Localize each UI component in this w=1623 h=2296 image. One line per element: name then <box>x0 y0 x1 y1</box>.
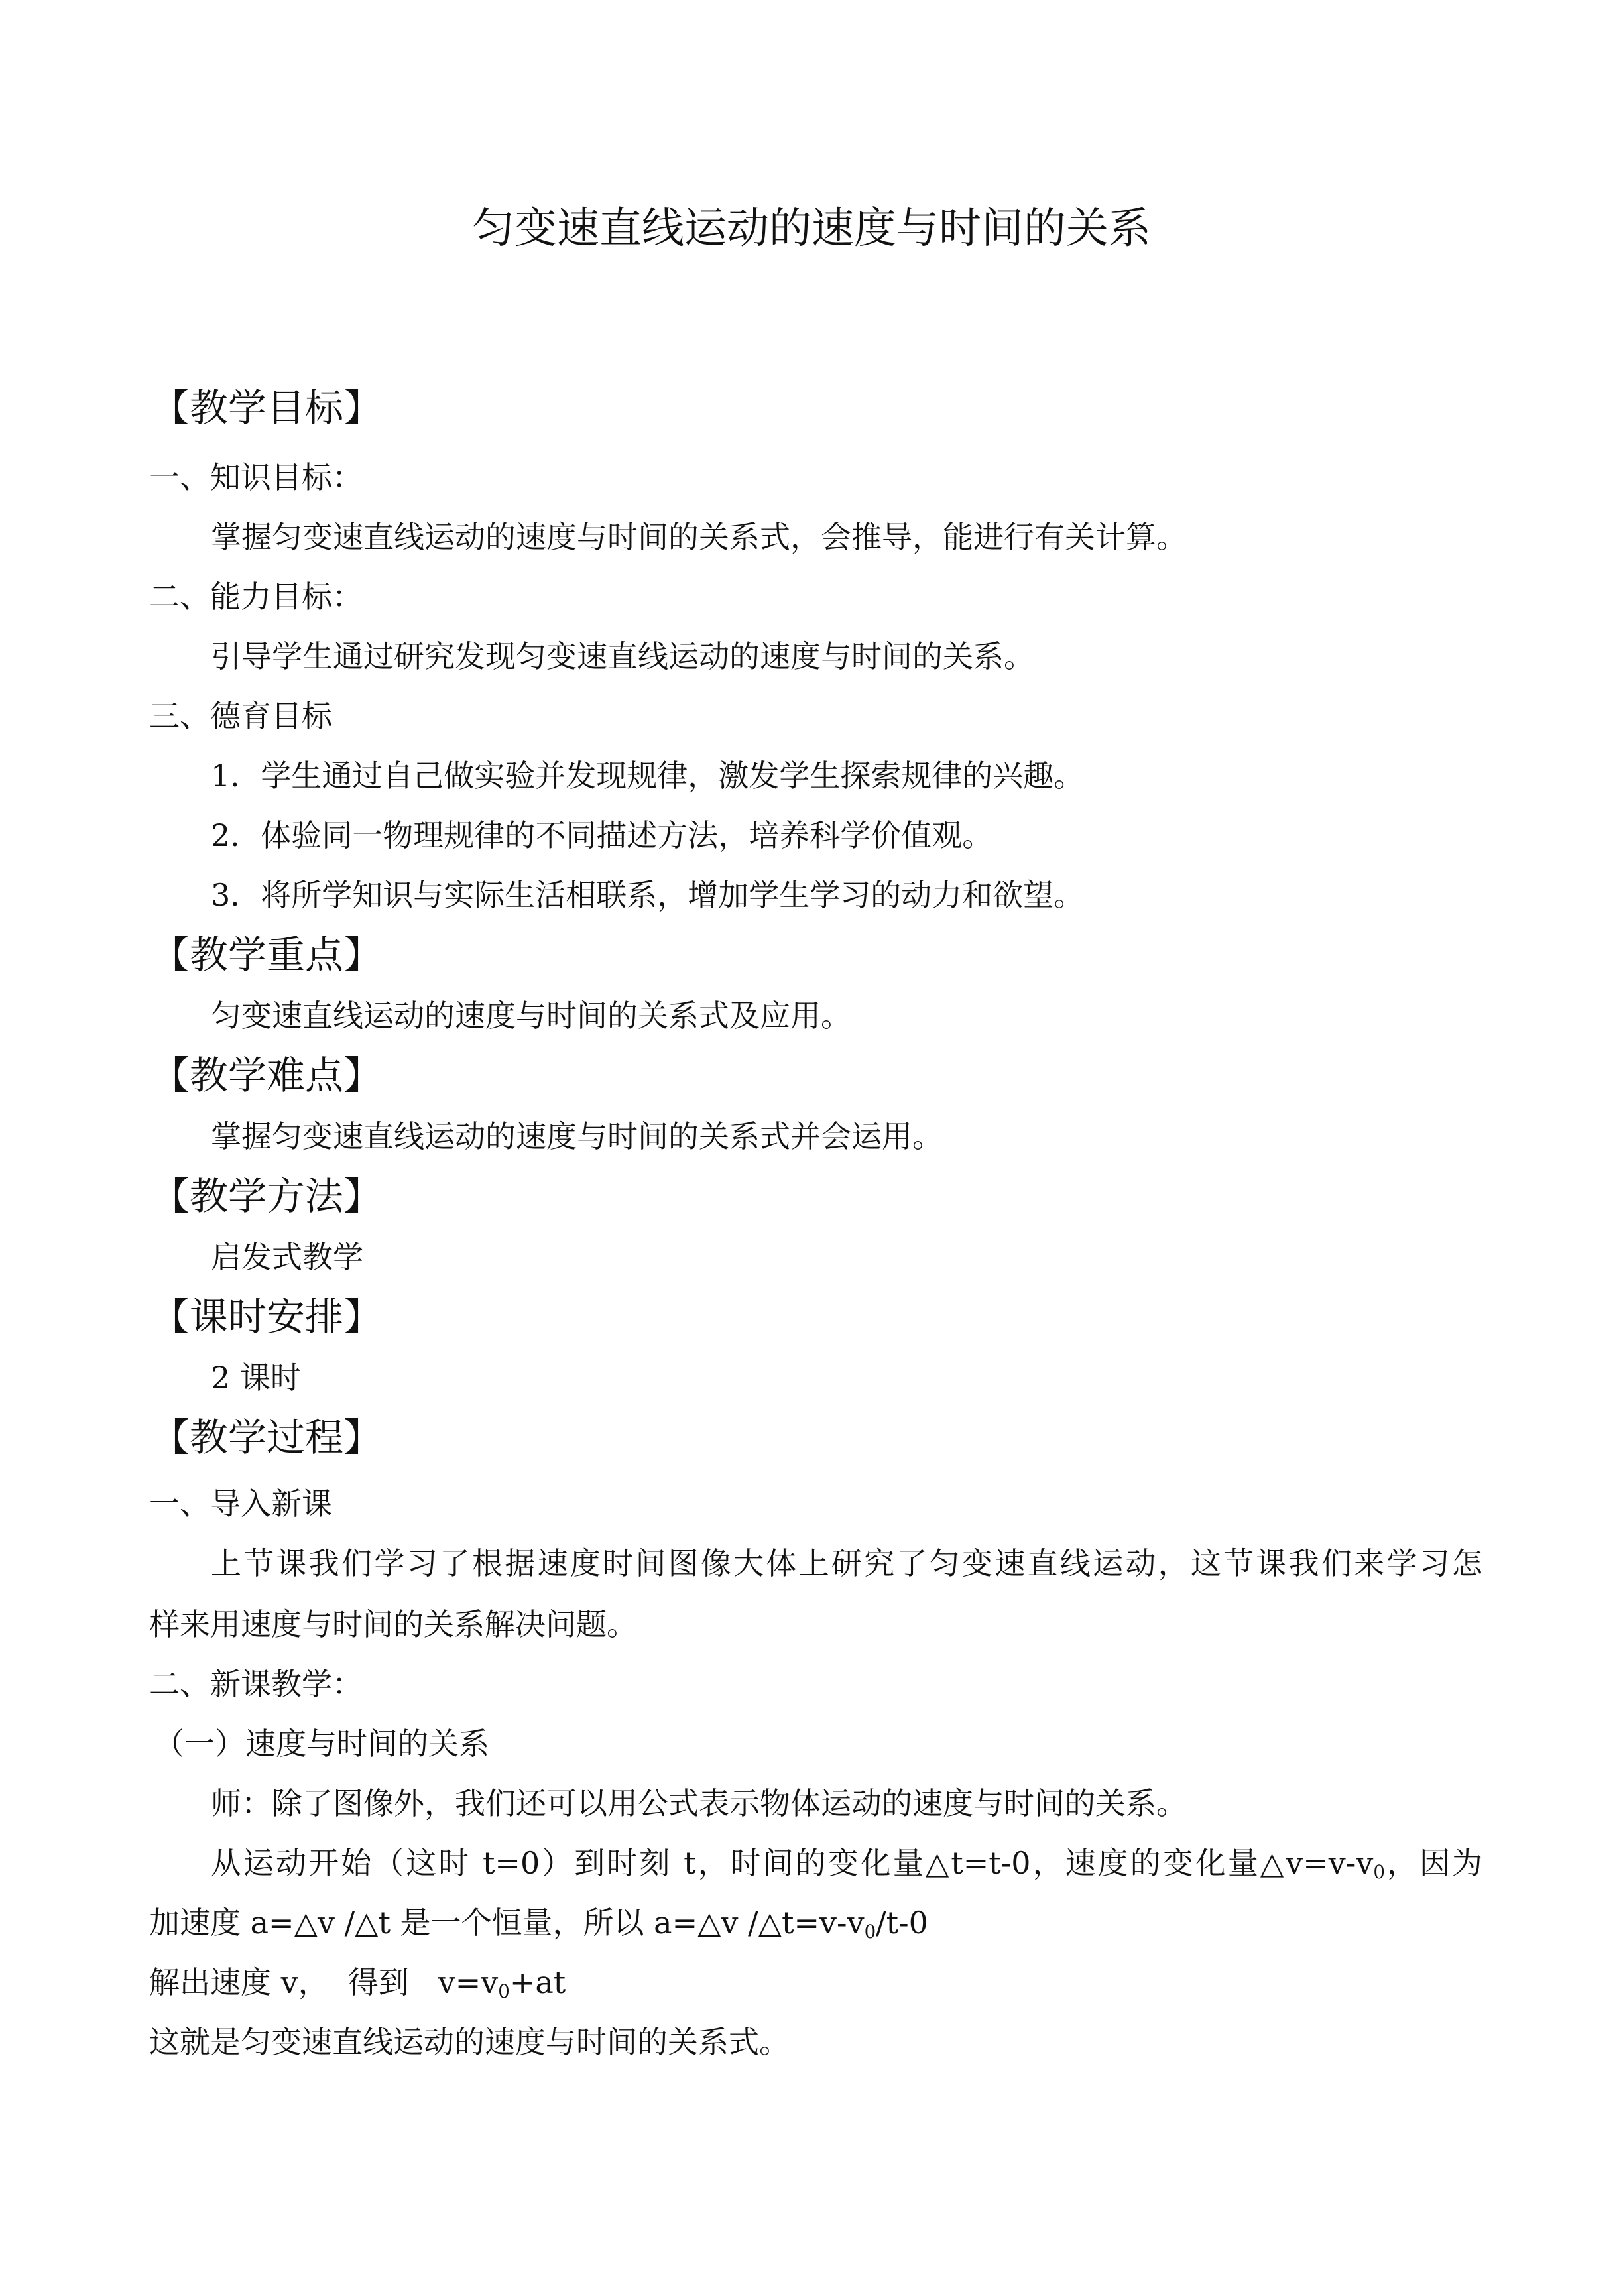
solve-line: 解出速度 v， 得到 $v=v_0+at$ <box>149 1964 566 2002</box>
heading-difficulties: 【教学难点】 <box>151 1053 383 1098</box>
document-title: 匀变速直线运动的速度与时间的关系 <box>472 204 1151 253</box>
intro-label: 一、导入新课 <box>149 1486 332 1522</box>
derivation-line: 从运动开始（这时 t=0）到时刻 t，时间的变化量△t=t-0，速度的变化量$\triangle v=v-v_0$，因为 <box>211 1845 1482 1883</box>
intro-paragraph-line: 上节课我们学习了根据速度时间图像大体上研究了匀变速直线运动，这节课我们来学习怎 <box>211 1545 1482 1581</box>
methods-text: 启发式教学 <box>211 1239 363 1275</box>
moral-objective-item: 2．体验同一物理规律的不同描述方法，培养科学价值观。 <box>211 817 993 853</box>
knowledge-objective-text: 掌握匀变速直线运动的速度与时间的关系式，会推导，能进行有关计算。 <box>211 519 1187 555</box>
ability-objective-text: 引导学生通过研究发现匀变速直线运动的速度与时间的关系。 <box>211 638 1034 674</box>
new-lesson-label: 二、新课教学： <box>149 1666 363 1702</box>
moral-objective-label: 三、德育目标 <box>149 698 332 734</box>
subsection-label: （一）速度与时间的关系 <box>154 1726 489 1762</box>
schedule-text: 2 课时 <box>211 1360 301 1396</box>
conclusion-line: 这就是匀变速直线运动的速度与时间的关系式。 <box>149 2024 790 2060</box>
key-points-text: 匀变速直线运动的速度与时间的关系式及应用。 <box>211 998 851 1034</box>
moral-objective-item: 1．学生通过自己做实验并发现规律，激发学生探索规律的兴趣。 <box>211 758 1085 794</box>
heading-schedule: 【课时安排】 <box>151 1294 383 1339</box>
derivation-line: 加速度 a=△v /△t 是一个恒量，所以 a=△v $/\triangle t=v-v_0/t-0$ <box>149 1905 928 1943</box>
heading-key-points: 【教学重点】 <box>151 932 383 977</box>
heading-objectives: 【教学目标】 <box>151 385 383 430</box>
knowledge-objective-label: 一、知识目标： <box>149 459 363 495</box>
heading-process: 【教学过程】 <box>151 1415 383 1460</box>
teacher-line: 师：除了图像外，我们还可以用公式表示物体运动的速度与时间的关系。 <box>211 1785 1187 1821</box>
ability-objective-label: 二、能力目标： <box>149 579 363 615</box>
moral-objective-item: 3．将所学知识与实际生活相联系，增加学生学习的动力和欲望。 <box>211 877 1085 913</box>
difficulties-text: 掌握匀变速直线运动的速度与时间的关系式并会运用。 <box>211 1118 943 1154</box>
heading-methods: 【教学方法】 <box>151 1174 383 1219</box>
intro-paragraph-line: 样来用速度与时间的关系解决问题。 <box>149 1606 637 1642</box>
